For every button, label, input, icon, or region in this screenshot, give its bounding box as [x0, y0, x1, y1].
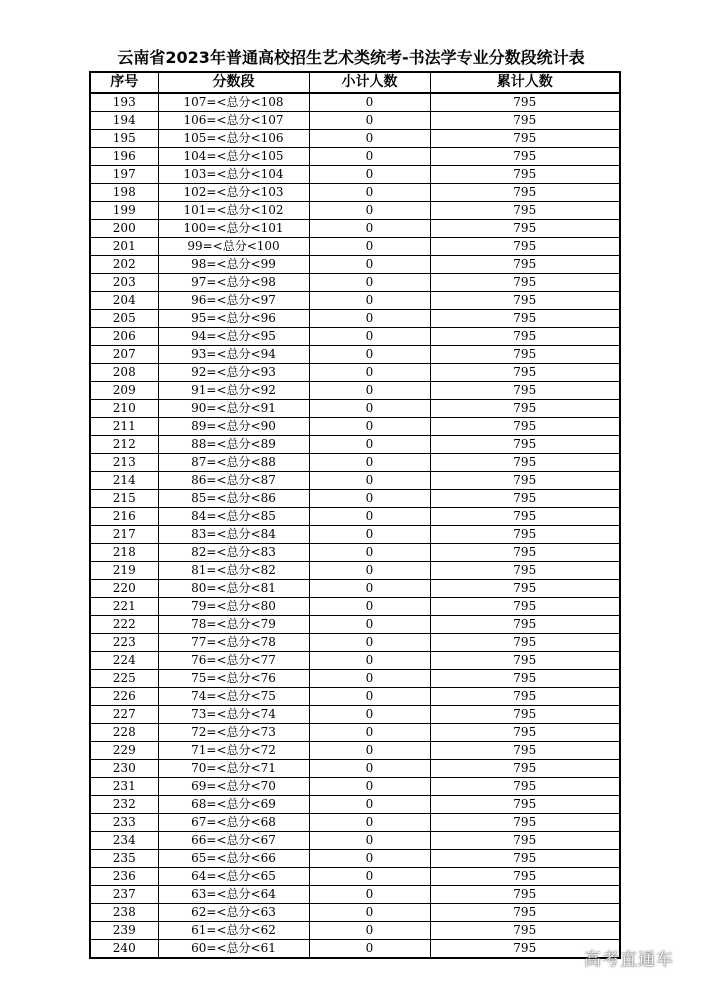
cell-score-range: 98=<总分<99	[158, 256, 309, 274]
cell-cumulative: 795	[430, 616, 620, 634]
cell-index: 240	[90, 940, 158, 959]
cell-score-range: 62=<总分<63	[158, 904, 309, 922]
cell-cumulative: 795	[430, 742, 620, 760]
cell-index: 234	[90, 832, 158, 850]
cell-index: 236	[90, 868, 158, 886]
table-row	[90, 93, 620, 112]
cell-subtotal: 0	[309, 472, 430, 490]
table-row	[90, 634, 620, 652]
cell-subtotal: 0	[309, 670, 430, 688]
cell-subtotal: 0	[309, 742, 430, 760]
cell-score-range: 103=<总分<104	[158, 166, 309, 184]
cell-cumulative: 795	[430, 598, 620, 616]
cell-cumulative: 795	[430, 184, 620, 202]
cell-score-range: 64=<总分<65	[158, 868, 309, 886]
cell-index: 223	[90, 634, 158, 652]
cell-score-range: 102=<总分<103	[158, 184, 309, 202]
cell-cumulative: 795	[430, 166, 620, 184]
cell-subtotal: 0	[309, 148, 430, 166]
cell-score-range: 105=<总分<106	[158, 130, 309, 148]
cell-cumulative: 795	[430, 454, 620, 472]
cell-score-range: 73=<总分<74	[158, 706, 309, 724]
cell-subtotal: 0	[309, 292, 430, 310]
cell-subtotal: 0	[309, 832, 430, 850]
cell-score-range: 76=<总分<77	[158, 652, 309, 670]
cell-cumulative: 795	[430, 346, 620, 364]
cell-index: 213	[90, 454, 158, 472]
table-row	[90, 472, 620, 490]
cell-index: 201	[90, 238, 158, 256]
cell-cumulative: 795	[430, 724, 620, 742]
cell-index: 232	[90, 796, 158, 814]
cell-cumulative: 795	[430, 634, 620, 652]
table-row	[90, 364, 620, 382]
cell-score-range: 68=<总分<69	[158, 796, 309, 814]
table-row	[90, 238, 620, 256]
cell-cumulative: 795	[430, 472, 620, 490]
cell-cumulative: 795	[430, 526, 620, 544]
cell-subtotal: 0	[309, 814, 430, 832]
cell-subtotal: 0	[309, 796, 430, 814]
cell-subtotal: 0	[309, 922, 430, 940]
cell-index: 199	[90, 202, 158, 220]
cell-cumulative: 795	[430, 382, 620, 400]
cell-subtotal: 0	[309, 346, 430, 364]
cell-cumulative: 795	[430, 130, 620, 148]
table-row	[90, 562, 620, 580]
cell-score-range: 69=<总分<70	[158, 778, 309, 796]
cell-score-range: 86=<总分<87	[158, 472, 309, 490]
cell-subtotal: 0	[309, 724, 430, 742]
cell-index: 214	[90, 472, 158, 490]
cell-index: 239	[90, 922, 158, 940]
cell-score-range: 83=<总分<84	[158, 526, 309, 544]
table-row	[90, 688, 620, 706]
table-row	[90, 598, 620, 616]
cell-score-range: 96=<总分<97	[158, 292, 309, 310]
cell-index: 230	[90, 760, 158, 778]
cell-index: 222	[90, 616, 158, 634]
cell-cumulative: 795	[430, 922, 620, 940]
cell-cumulative: 795	[430, 868, 620, 886]
cell-subtotal: 0	[309, 580, 430, 598]
cell-score-range: 90=<总分<91	[158, 400, 309, 418]
cell-subtotal: 0	[309, 688, 430, 706]
table-row	[90, 940, 620, 959]
cell-index: 198	[90, 184, 158, 202]
cell-index: 220	[90, 580, 158, 598]
cell-subtotal: 0	[309, 634, 430, 652]
cell-score-range: 79=<总分<80	[158, 598, 309, 616]
cell-subtotal: 0	[309, 940, 430, 959]
cell-subtotal: 0	[309, 562, 430, 580]
cell-index: 211	[90, 418, 158, 436]
column-header-score-range: 分数段	[158, 72, 309, 93]
cell-index: 197	[90, 166, 158, 184]
cell-index: 218	[90, 544, 158, 562]
cell-score-range: 85=<总分<86	[158, 490, 309, 508]
cell-score-range: 61=<总分<62	[158, 922, 309, 940]
column-header-index: 序号	[90, 72, 158, 93]
cell-score-range: 65=<总分<66	[158, 850, 309, 868]
cell-cumulative: 795	[430, 562, 620, 580]
cell-score-range: 107=<总分<108	[158, 93, 309, 112]
cell-cumulative: 795	[430, 436, 620, 454]
table-row	[90, 166, 620, 184]
table-row	[90, 526, 620, 544]
cell-index: 203	[90, 274, 158, 292]
cell-cumulative: 795	[430, 274, 620, 292]
cell-subtotal: 0	[309, 112, 430, 130]
table-row	[90, 346, 620, 364]
cell-cumulative: 795	[430, 940, 620, 959]
table-row	[90, 670, 620, 688]
cell-subtotal: 0	[309, 382, 430, 400]
table-row	[90, 706, 620, 724]
cell-score-range: 93=<总分<94	[158, 346, 309, 364]
table-row	[90, 328, 620, 346]
cell-subtotal: 0	[309, 418, 430, 436]
cell-index: 204	[90, 292, 158, 310]
cell-cumulative: 795	[430, 508, 620, 526]
cell-subtotal: 0	[309, 760, 430, 778]
cell-index: 229	[90, 742, 158, 760]
table-row	[90, 724, 620, 742]
cell-index: 226	[90, 688, 158, 706]
cell-subtotal: 0	[309, 274, 430, 292]
cell-score-range: 95=<总分<96	[158, 310, 309, 328]
watermark-text: 高考直通车	[584, 950, 674, 970]
cell-subtotal: 0	[309, 526, 430, 544]
cell-subtotal: 0	[309, 598, 430, 616]
cell-score-range: 87=<总分<88	[158, 454, 309, 472]
table-header-row	[90, 72, 620, 93]
cell-score-range: 89=<总分<90	[158, 418, 309, 436]
cell-index: 200	[90, 220, 158, 238]
cell-cumulative: 795	[430, 238, 620, 256]
cell-subtotal: 0	[309, 184, 430, 202]
table-row	[90, 652, 620, 670]
cell-score-range: 101=<总分<102	[158, 202, 309, 220]
table-row	[90, 832, 620, 850]
cell-index: 209	[90, 382, 158, 400]
cell-index: 212	[90, 436, 158, 454]
cell-cumulative: 795	[430, 670, 620, 688]
cell-cumulative: 795	[430, 814, 620, 832]
cell-subtotal: 0	[309, 544, 430, 562]
table-row	[90, 436, 620, 454]
cell-index: 225	[90, 670, 158, 688]
cell-index: 224	[90, 652, 158, 670]
cell-index: 233	[90, 814, 158, 832]
cell-subtotal: 0	[309, 328, 430, 346]
cell-cumulative: 795	[430, 148, 620, 166]
table-row	[90, 148, 620, 166]
table-row	[90, 886, 620, 904]
cell-cumulative: 795	[430, 256, 620, 274]
cell-cumulative: 795	[430, 292, 620, 310]
cell-subtotal: 0	[309, 436, 430, 454]
cell-score-range: 70=<总分<71	[158, 760, 309, 778]
cell-cumulative: 795	[430, 706, 620, 724]
table-row	[90, 544, 620, 562]
cell-cumulative: 795	[430, 400, 620, 418]
cell-score-range: 74=<总分<75	[158, 688, 309, 706]
table-row	[90, 112, 620, 130]
table-row	[90, 580, 620, 598]
cell-subtotal: 0	[309, 166, 430, 184]
table-row	[90, 274, 620, 292]
cell-subtotal: 0	[309, 778, 430, 796]
table-row	[90, 184, 620, 202]
cell-index: 217	[90, 526, 158, 544]
cell-cumulative: 795	[430, 490, 620, 508]
cell-score-range: 99=<总分<100	[158, 238, 309, 256]
cell-index: 202	[90, 256, 158, 274]
cell-subtotal: 0	[309, 93, 430, 112]
cell-index: 231	[90, 778, 158, 796]
cell-score-range: 84=<总分<85	[158, 508, 309, 526]
cell-index: 206	[90, 328, 158, 346]
column-header-cumulative: 累计人数	[430, 72, 620, 93]
cell-index: 238	[90, 904, 158, 922]
cell-cumulative: 795	[430, 112, 620, 130]
cell-subtotal: 0	[309, 220, 430, 238]
cell-index: 195	[90, 130, 158, 148]
cell-subtotal: 0	[309, 310, 430, 328]
table-row	[90, 382, 620, 400]
table-row	[90, 400, 620, 418]
table-row	[90, 508, 620, 526]
cell-score-range: 75=<总分<76	[158, 670, 309, 688]
cell-cumulative: 795	[430, 688, 620, 706]
cell-cumulative: 795	[430, 202, 620, 220]
cell-cumulative: 795	[430, 904, 620, 922]
cell-cumulative: 795	[430, 328, 620, 346]
cell-cumulative: 795	[430, 832, 620, 850]
table-row	[90, 202, 620, 220]
cell-index: 216	[90, 508, 158, 526]
cell-index: 207	[90, 346, 158, 364]
cell-subtotal: 0	[309, 490, 430, 508]
table-row	[90, 742, 620, 760]
cell-subtotal: 0	[309, 904, 430, 922]
cell-index: 237	[90, 886, 158, 904]
table-row	[90, 904, 620, 922]
cell-score-range: 91=<总分<92	[158, 382, 309, 400]
cell-score-range: 60=<总分<61	[158, 940, 309, 959]
cell-index: 219	[90, 562, 158, 580]
table-row	[90, 814, 620, 832]
table-row	[90, 292, 620, 310]
cell-score-range: 72=<总分<73	[158, 724, 309, 742]
cell-score-range: 88=<总分<89	[158, 436, 309, 454]
cell-score-range: 82=<总分<83	[158, 544, 309, 562]
cell-cumulative: 795	[430, 886, 620, 904]
cell-subtotal: 0	[309, 886, 430, 904]
table-row	[90, 454, 620, 472]
cell-index: 205	[90, 310, 158, 328]
cell-cumulative: 795	[430, 544, 620, 562]
page-title: 云南省2023年普通高校招生艺术类统考-书法学专业分数段统计表	[117, 48, 585, 67]
table-row	[90, 922, 620, 940]
cell-score-range: 77=<总分<78	[158, 634, 309, 652]
cell-score-range: 71=<总分<72	[158, 742, 309, 760]
cell-cumulative: 795	[430, 760, 620, 778]
cell-score-range: 66=<总分<67	[158, 832, 309, 850]
cell-subtotal: 0	[309, 400, 430, 418]
cell-cumulative: 795	[430, 364, 620, 382]
cell-cumulative: 795	[430, 580, 620, 598]
cell-score-range: 80=<总分<81	[158, 580, 309, 598]
cell-index: 208	[90, 364, 158, 382]
cell-index: 215	[90, 490, 158, 508]
cell-score-range: 104=<总分<105	[158, 148, 309, 166]
cell-index: 210	[90, 400, 158, 418]
cell-score-range: 94=<总分<95	[158, 328, 309, 346]
cell-index: 221	[90, 598, 158, 616]
cell-index: 235	[90, 850, 158, 868]
cell-subtotal: 0	[309, 454, 430, 472]
cell-score-range: 63=<总分<64	[158, 886, 309, 904]
cell-index: 196	[90, 148, 158, 166]
table-row	[90, 490, 620, 508]
cell-cumulative: 795	[430, 796, 620, 814]
score-distribution-table	[89, 71, 621, 959]
cell-cumulative: 795	[430, 778, 620, 796]
cell-score-range: 78=<总分<79	[158, 616, 309, 634]
cell-score-range: 106=<总分<107	[158, 112, 309, 130]
cell-cumulative: 795	[430, 652, 620, 670]
table-row	[90, 616, 620, 634]
cell-subtotal: 0	[309, 508, 430, 526]
table-body	[90, 93, 620, 958]
cell-subtotal: 0	[309, 256, 430, 274]
cell-subtotal: 0	[309, 652, 430, 670]
cell-score-range: 81=<总分<82	[158, 562, 309, 580]
cell-subtotal: 0	[309, 706, 430, 724]
table-row	[90, 796, 620, 814]
column-header-subtotal: 小计人数	[309, 72, 430, 93]
cell-score-range: 92=<总分<93	[158, 364, 309, 382]
table-row	[90, 130, 620, 148]
table-row	[90, 868, 620, 886]
table-row	[90, 220, 620, 238]
cell-index: 228	[90, 724, 158, 742]
cell-score-range: 97=<总分<98	[158, 274, 309, 292]
cell-cumulative: 795	[430, 310, 620, 328]
cell-score-range: 67=<总分<68	[158, 814, 309, 832]
cell-cumulative: 795	[430, 418, 620, 436]
cell-cumulative: 795	[430, 850, 620, 868]
cell-index: 194	[90, 112, 158, 130]
cell-index: 193	[90, 93, 158, 112]
table-row	[90, 310, 620, 328]
cell-subtotal: 0	[309, 238, 430, 256]
table-row	[90, 778, 620, 796]
cell-score-range: 100=<总分<101	[158, 220, 309, 238]
cell-cumulative: 795	[430, 93, 620, 112]
cell-cumulative: 795	[430, 220, 620, 238]
cell-subtotal: 0	[309, 130, 430, 148]
cell-subtotal: 0	[309, 364, 430, 382]
table-row	[90, 256, 620, 274]
cell-index: 227	[90, 706, 158, 724]
cell-subtotal: 0	[309, 868, 430, 886]
table-row	[90, 850, 620, 868]
cell-subtotal: 0	[309, 616, 430, 634]
cell-subtotal: 0	[309, 850, 430, 868]
table-row	[90, 418, 620, 436]
cell-subtotal: 0	[309, 202, 430, 220]
table-row	[90, 760, 620, 778]
